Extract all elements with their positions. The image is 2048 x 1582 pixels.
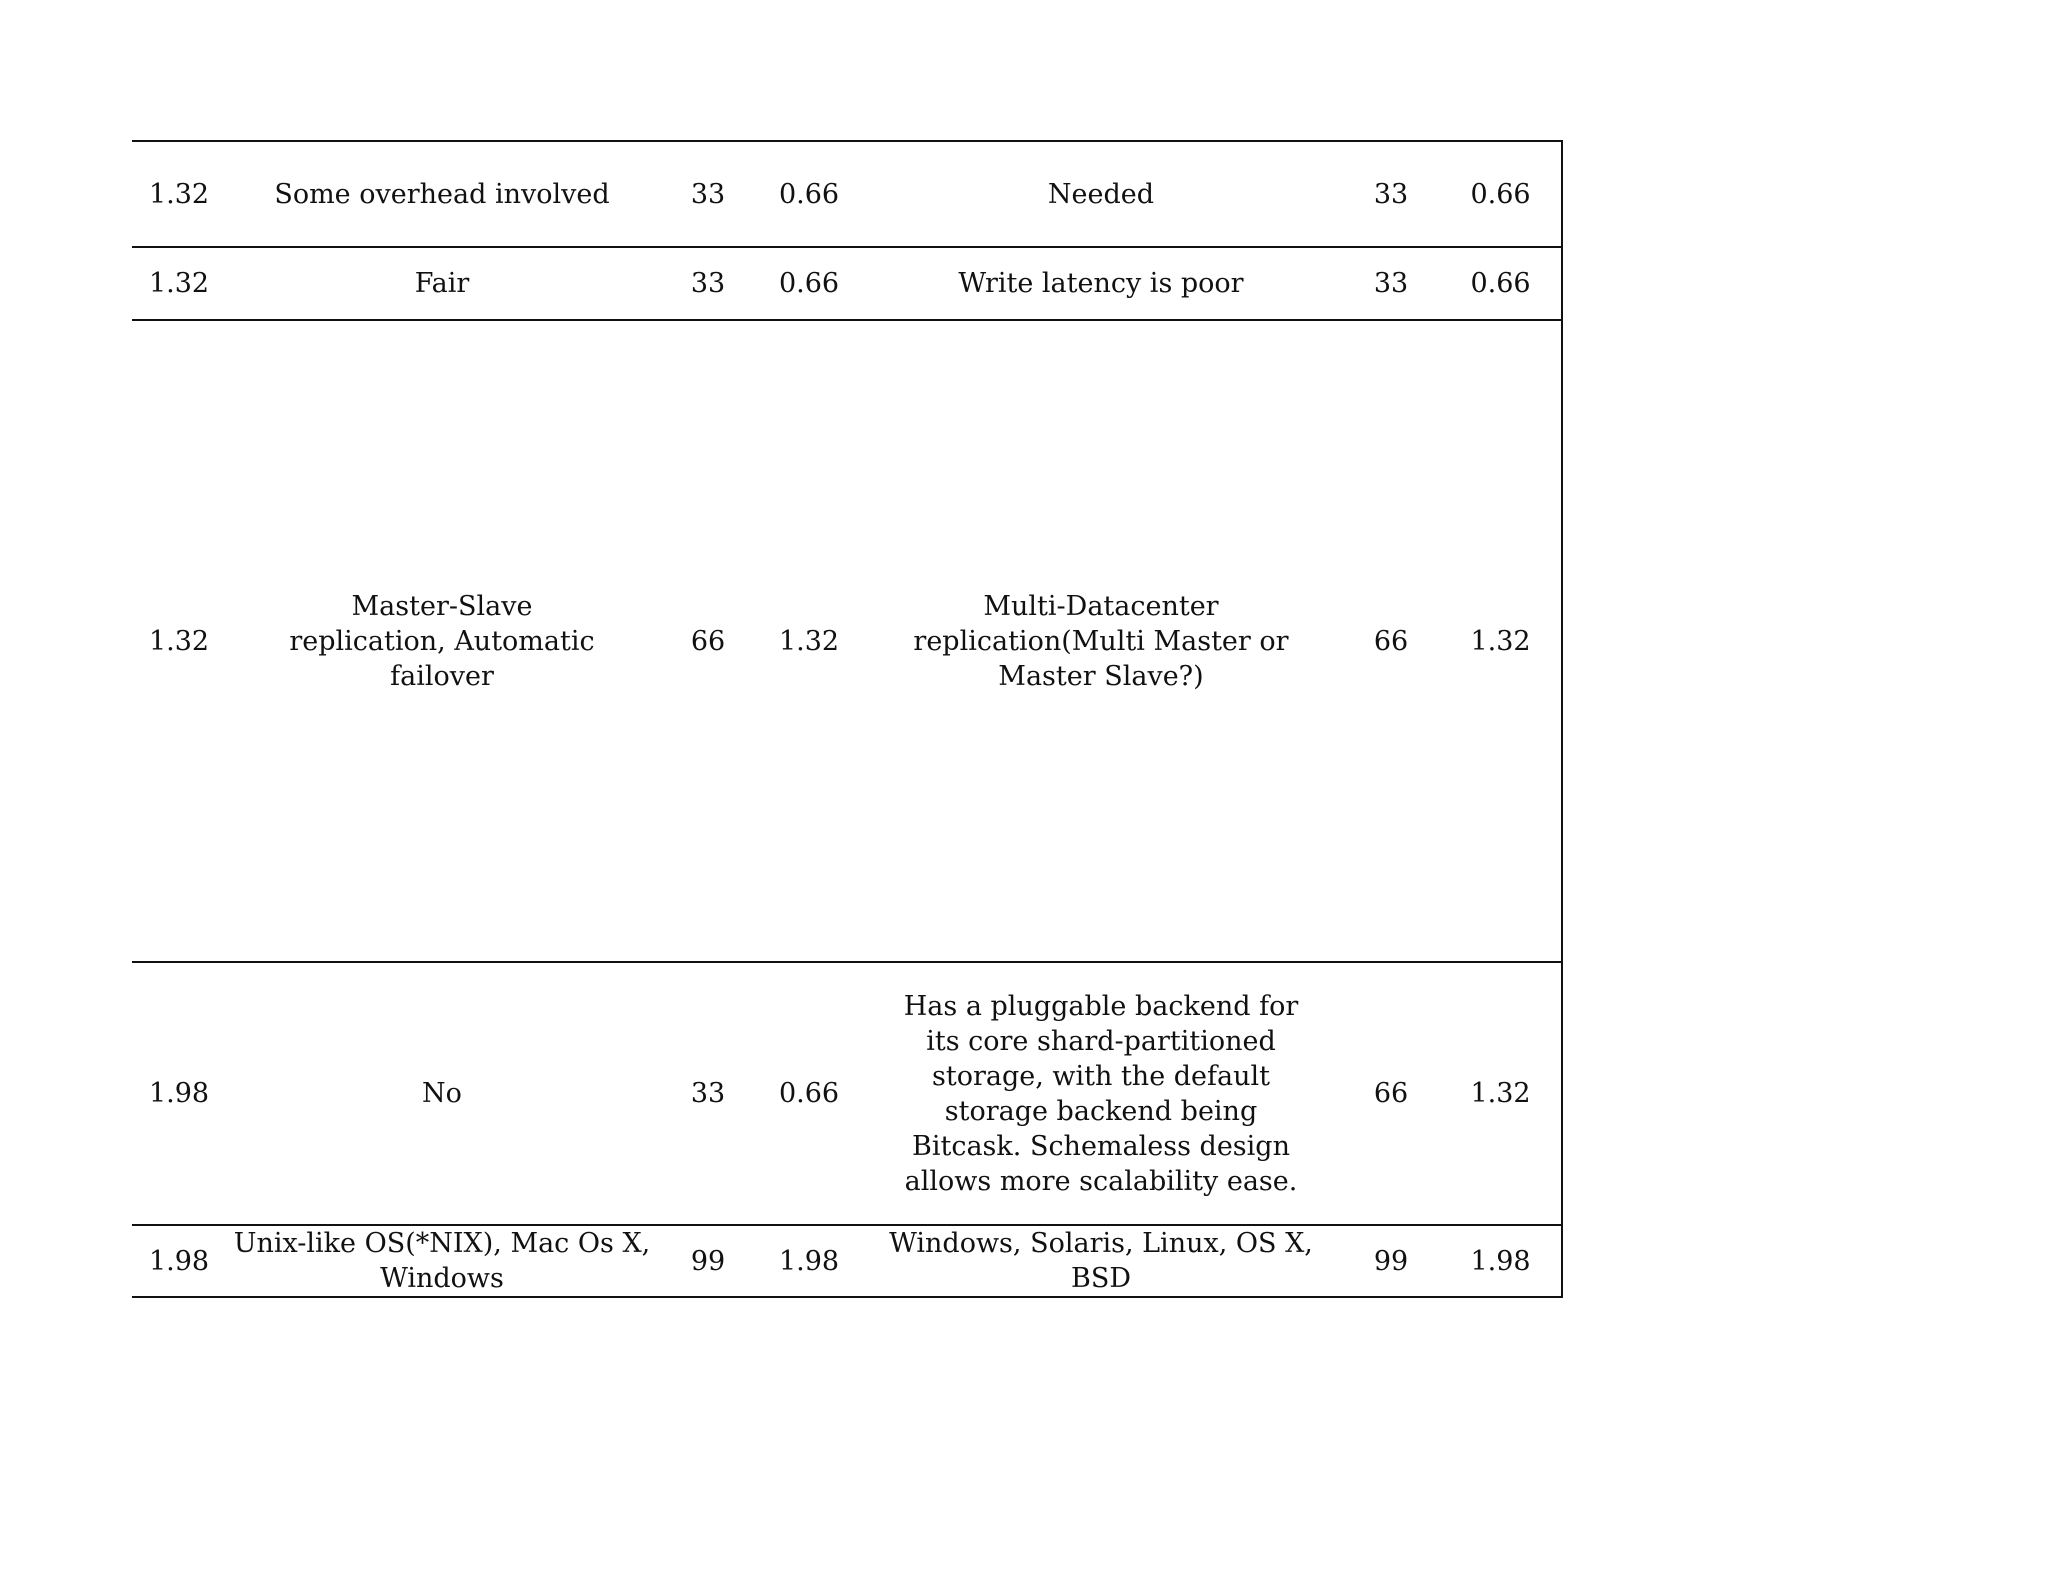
table-cell: 0.66 [1440, 247, 1562, 320]
table-cell: 1.98 [1440, 1225, 1562, 1297]
table-cell: 1.98 [132, 962, 226, 1225]
table-cell: 66 [1342, 962, 1440, 1225]
table-cell: 1.32 [1440, 962, 1562, 1225]
table-cell: No [226, 962, 658, 1225]
table-cell: 1.32 [758, 320, 860, 962]
table-cell: Needed [860, 141, 1342, 247]
table-cell: Unix-like OS(*NIX), Mac Os X, Windows [226, 1225, 658, 1297]
table-cell: Multi-Datacenter replication(Multi Master or Master Slave?) [860, 320, 1342, 962]
table-row [132, 962, 1562, 1225]
table-cell: Master-Slave replication, Automatic failover [226, 320, 658, 962]
spreadsheet-page [132, 140, 1562, 1298]
table-cell: 99 [1342, 1225, 1440, 1297]
comparison-table [132, 140, 1563, 1298]
table-row [132, 141, 1562, 247]
table-row [132, 247, 1562, 320]
table-cell: 33 [1342, 247, 1440, 320]
table-cell: Windows, Solaris, Linux, OS X, BSD [860, 1225, 1342, 1297]
table-cell: 0.66 [1440, 141, 1562, 247]
table-cell: 66 [1342, 320, 1440, 962]
table-cell: 1.98 [758, 1225, 860, 1297]
table-cell: 0.66 [758, 141, 860, 247]
table-cell: 0.66 [758, 962, 860, 1225]
table-cell: 1.32 [132, 141, 226, 247]
table-cell: 99 [658, 1225, 758, 1297]
table-cell: Write latency is poor [860, 247, 1342, 320]
table-cell: Some overhead involved [226, 141, 658, 247]
table-row [132, 1225, 1562, 1297]
table-cell: 1.98 [132, 1225, 226, 1297]
table-cell: 33 [1342, 141, 1440, 247]
table-cell: 1.32 [132, 320, 226, 962]
table-cell: 1.32 [1440, 320, 1562, 962]
table-cell: 33 [658, 962, 758, 1225]
table-row [132, 320, 1562, 962]
table-cell: Has a pluggable backend for its core shard-partitioned storage, with the default storage backend being Bitcask. Schemaless design allows more scalability ease. [860, 962, 1342, 1225]
table-cell: 0.66 [758, 247, 860, 320]
table-cell: Fair [226, 247, 658, 320]
table-cell: 66 [658, 320, 758, 962]
table-cell: 33 [658, 247, 758, 320]
table-cell: 1.32 [132, 247, 226, 320]
table-cell: 33 [658, 141, 758, 247]
